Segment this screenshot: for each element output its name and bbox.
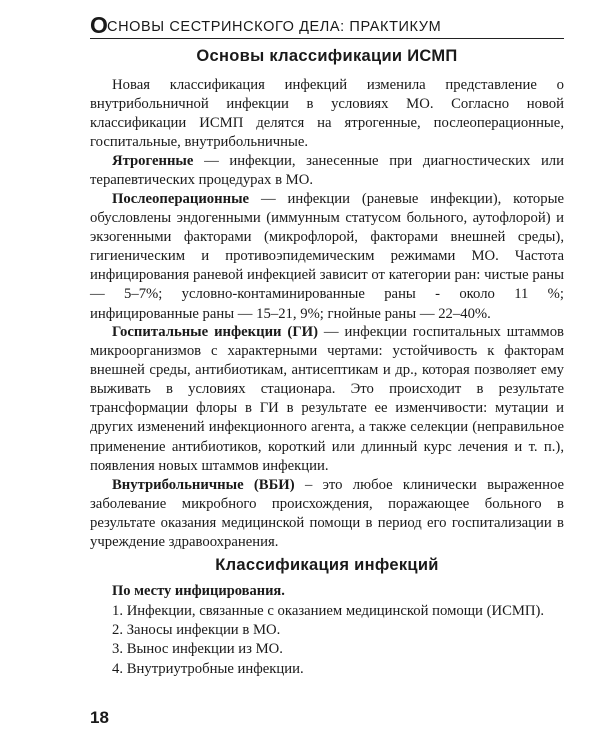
classification-subtitle: По месту инфицирования. [112, 583, 285, 599]
definition-text: — инфекции госпитальных штаммов микроорганизмов с характерными чертами: устойчивость к факторам внешней среды, антибиотикам, антисептикам и др., которая позволяет ему выживать в условиях стационара. Это происходит в результате трансформации флоры в ГИ в результате ее изменчивости: мутации и других изменений инфекционного агента, а также селекции (неправильное применение антибиотиков, короткий или длинный курс лечения и т. п.), появления новых штаммов инфекции. [90, 324, 564, 474]
definition-term: Госпитальные инфекции (ГИ) [112, 324, 318, 340]
running-header-title: СНОВЫ СЕСТРИНСКОГО ДЕЛА: ПРАКТИКУМ [107, 19, 442, 35]
running-header-initial: О [90, 12, 108, 38]
definition-postoperative [90, 190, 564, 324]
definition-text: — инфекции, занесенные при диагностических или терапевтических процедурах в МО. [90, 153, 564, 189]
definition-text: — инфекции (раневые инфекции), которые обусловлены эндогенными (иммунным статусом больного, аутофлорой) и экзогенными факторами (микрофлорой, факторами внешней среды), гигиеническим и противоэпидемическим режимами МО. Частота инфицирования раневой инфекцией зависит от категории ран: чистые раны — 5–7%; условно-контаминированные раны - около 11 %; инфицированные раны — 15–21, 9%; гнойные раны — 22–40%. [90, 191, 564, 322]
definition-nosocomial [90, 476, 564, 552]
intro-paragraph: Новая классификация инфекций изменила представление о внутрибольничной инфекции в условиях МО. Согласно новой классификации ИСМП делятся на ятрогенные, послеоперационные, госпитальные, внутрибольничные. [90, 77, 564, 151]
section-heading-isмp-classification: Основы классификации ИСМП [196, 47, 458, 65]
list-item: 1. Инфекции, связанные с оказанием медицинской помощи (ИСМП). [112, 603, 545, 619]
list-item: 3. Вынос инфекции из МО. [112, 641, 283, 658]
running-header [90, 14, 564, 39]
list-item: 2. Заносы инфекции в МО. [112, 622, 281, 639]
list-item: 4. Внутриутробные инфекции. [112, 660, 304, 677]
classification-list [90, 602, 564, 679]
definition-term: Послеоперационные [112, 191, 250, 207]
page-number: 18 [90, 708, 109, 727]
section-heading-infection-classification: Классификация инфекций [215, 556, 439, 574]
definition-term: Ятрогенные [112, 153, 194, 169]
definition-text: – это любое клинически выраженное заболевание микробного происхождения, поражающее больного в результате оказания медицинской помощи в период его госпитализации в учреждение здравоохранения. [90, 477, 564, 551]
definition-hospital [90, 323, 564, 476]
definition-term: Внутрибольничные (ВБИ) [112, 477, 295, 493]
definition-iatrogenic [90, 152, 564, 190]
